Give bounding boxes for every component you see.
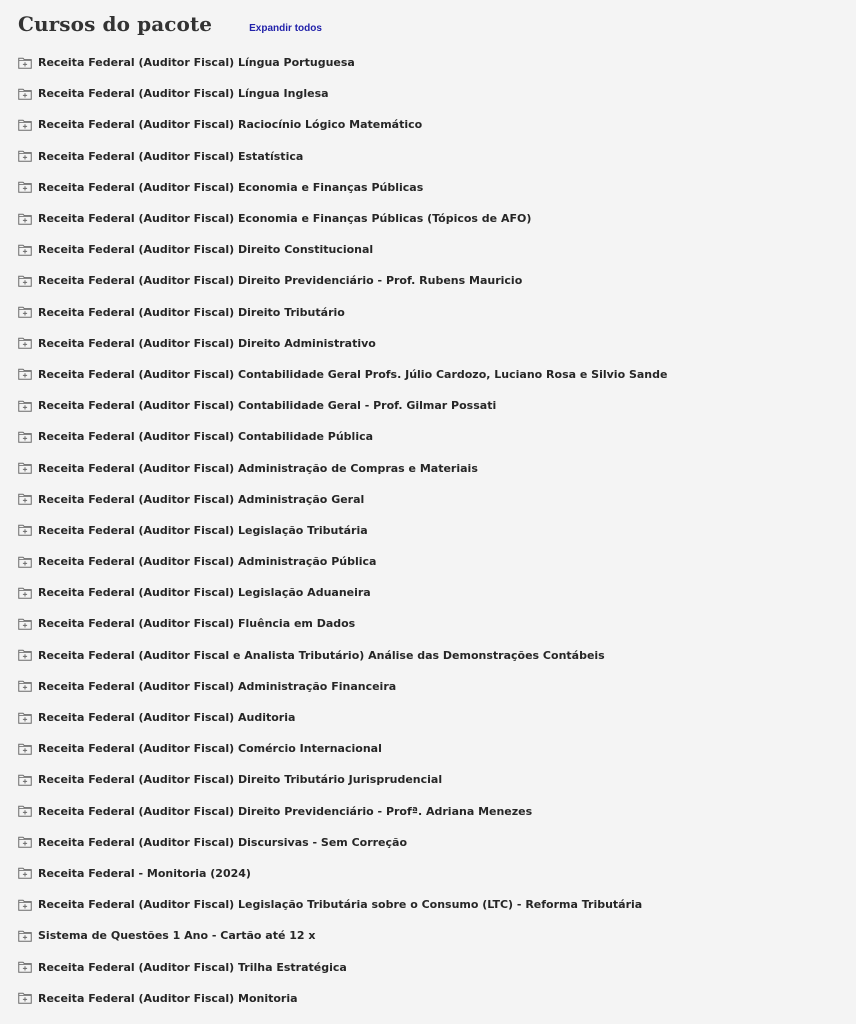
course-label[interactable]: Receita Federal (Auditor Fiscal) Administração Pública [38, 555, 377, 569]
folder-plus-icon[interactable] [18, 867, 32, 879]
folder-plus-icon[interactable] [18, 649, 32, 661]
folder-plus-icon[interactable] [18, 961, 32, 973]
course-item[interactable] [18, 983, 667, 1014]
course-item[interactable] [18, 172, 667, 203]
course-label[interactable]: Receita Federal (Auditor Fiscal) Administração Geral [38, 492, 365, 506]
folder-plus-icon[interactable] [18, 618, 32, 630]
folder-plus-icon[interactable] [18, 680, 32, 692]
folder-plus-icon[interactable] [18, 774, 32, 786]
course-label[interactable]: Receita Federal (Auditor Fiscal) Trilha Estratégica [38, 960, 347, 974]
folder-plus-icon[interactable] [18, 337, 32, 349]
course-label[interactable]: Receita Federal (Auditor Fiscal) Direito Tributário Jurisprudencial [38, 773, 443, 787]
course-label[interactable]: Receita Federal (Auditor Fiscal) Direito Tributário [38, 305, 345, 319]
course-list [18, 47, 667, 1014]
folder-plus-icon[interactable] [18, 493, 32, 505]
course-label[interactable]: Receita Federal (Auditor Fiscal) Economia e Finanças Públicas [38, 180, 424, 194]
folder-plus-icon[interactable] [18, 275, 32, 287]
folder-plus-icon[interactable] [18, 805, 32, 817]
course-label[interactable]: Receita Federal (Auditor Fiscal) Discursivas - Sem Correção [38, 835, 408, 849]
course-item[interactable] [18, 858, 667, 889]
course-label[interactable]: Receita Federal (Auditor Fiscal) Raciocínio Lógico Matemático [38, 118, 423, 132]
course-item[interactable] [18, 733, 667, 764]
course-label[interactable]: Receita Federal (Auditor Fiscal) Direito Administrativo [38, 336, 376, 350]
course-item[interactable] [18, 764, 667, 795]
folder-plus-icon[interactable] [18, 57, 32, 69]
course-item[interactable] [18, 390, 667, 421]
course-item[interactable] [18, 141, 667, 172]
course-item[interactable] [18, 577, 667, 608]
course-item[interactable] [18, 671, 667, 702]
folder-plus-icon[interactable] [18, 743, 32, 755]
section-header [18, 12, 856, 40]
course-item[interactable] [18, 920, 667, 951]
course-item[interactable] [18, 515, 667, 546]
course-label[interactable]: Receita Federal - Monitoria (2024) [38, 866, 251, 880]
expand-all-link[interactable]: Expandir todos [249, 23, 322, 34]
folder-plus-icon[interactable] [18, 431, 32, 443]
course-label[interactable]: Receita Federal (Auditor Fiscal) Comércio Internacional [38, 742, 382, 756]
course-label[interactable]: Receita Federal (Auditor Fiscal) Contabilidade Geral Profs. Júlio Cardozo, Luciano Rosa e Silvio Sande [38, 367, 668, 381]
course-item[interactable] [18, 47, 667, 78]
course-label[interactable]: Receita Federal (Auditor Fiscal) Língua Inglesa [38, 87, 329, 101]
folder-plus-icon[interactable] [18, 306, 32, 318]
folder-plus-icon[interactable] [18, 712, 32, 724]
course-label[interactable]: Receita Federal (Auditor Fiscal) Economia e Finanças Públicas (Tópicos de AFO) [38, 212, 532, 226]
folder-plus-icon[interactable] [18, 524, 32, 536]
course-item[interactable] [18, 608, 667, 639]
course-label[interactable]: Receita Federal (Auditor Fiscal) Estatística [38, 149, 304, 163]
course-label[interactable]: Receita Federal (Auditor Fiscal) Administração de Compras e Materiais [38, 461, 478, 475]
course-item[interactable] [18, 889, 667, 920]
folder-plus-icon[interactable] [18, 556, 32, 568]
course-item[interactable] [18, 452, 667, 483]
course-label[interactable]: Receita Federal (Auditor Fiscal) Monitoria [38, 991, 298, 1005]
folder-plus-icon[interactable] [18, 836, 32, 848]
folder-plus-icon[interactable] [18, 150, 32, 162]
folder-plus-icon[interactable] [18, 899, 32, 911]
course-item[interactable] [18, 796, 667, 827]
folder-plus-icon[interactable] [18, 462, 32, 474]
course-label[interactable]: Receita Federal (Auditor Fiscal) Direito Previdenciário - Profª. Adriana Menezes [38, 804, 533, 818]
course-item[interactable] [18, 640, 667, 671]
course-item[interactable] [18, 297, 667, 328]
folder-plus-icon[interactable] [18, 244, 32, 256]
folder-plus-icon[interactable] [18, 181, 32, 193]
course-label[interactable]: Receita Federal (Auditor Fiscal) Direito Previdenciário - Prof. Rubens Mauricio [38, 274, 523, 288]
folder-plus-icon[interactable] [18, 368, 32, 380]
course-item[interactable] [18, 265, 667, 296]
course-label[interactable]: Receita Federal (Auditor Fiscal) Administração Financeira [38, 679, 397, 693]
course-label[interactable]: Receita Federal (Auditor Fiscal) Auditoria [38, 711, 296, 725]
course-item[interactable] [18, 359, 667, 390]
course-item[interactable] [18, 702, 667, 733]
folder-plus-icon[interactable] [18, 400, 32, 412]
course-label[interactable]: Receita Federal (Auditor Fiscal) Legislação Aduaneira [38, 586, 371, 600]
course-item[interactable] [18, 951, 667, 982]
folder-plus-icon[interactable] [18, 88, 32, 100]
course-item[interactable] [18, 484, 667, 515]
course-item[interactable] [18, 78, 667, 109]
folder-plus-icon[interactable] [18, 119, 32, 131]
course-label[interactable]: Receita Federal (Auditor Fiscal e Analista Tributário) Análise das Demonstrações Contábeis [38, 648, 605, 662]
course-item[interactable] [18, 203, 667, 234]
course-label[interactable]: Sistema de Questões 1 Ano - Cartão até 12 x [38, 929, 316, 943]
course-label[interactable]: Receita Federal (Auditor Fiscal) Fluência em Dados [38, 617, 356, 631]
course-label[interactable]: Receita Federal (Auditor Fiscal) Legislação Tributária sobre o Consumo (LTC) - Reforma Tributária [38, 898, 643, 912]
folder-plus-icon[interactable] [18, 992, 32, 1004]
course-label[interactable]: Receita Federal (Auditor Fiscal) Língua Portuguesa [38, 56, 355, 70]
folder-plus-icon[interactable] [18, 930, 32, 942]
course-item[interactable] [18, 421, 667, 452]
course-label[interactable]: Receita Federal (Auditor Fiscal) Contabilidade Pública [38, 430, 374, 444]
page-title: Cursos do pacote [18, 12, 213, 36]
course-label[interactable]: Receita Federal (Auditor Fiscal) Legislação Tributária [38, 523, 368, 537]
course-label[interactable]: Receita Federal (Auditor Fiscal) Contabilidade Geral - Prof. Gilmar Possati [38, 399, 497, 413]
course-item[interactable] [18, 109, 667, 140]
folder-plus-icon[interactable] [18, 213, 32, 225]
course-item[interactable] [18, 234, 667, 265]
folder-plus-icon[interactable] [18, 587, 32, 599]
course-item[interactable] [18, 827, 667, 858]
course-item[interactable] [18, 328, 667, 359]
course-label[interactable]: Receita Federal (Auditor Fiscal) Direito Constitucional [38, 243, 374, 257]
course-item[interactable] [18, 546, 667, 577]
